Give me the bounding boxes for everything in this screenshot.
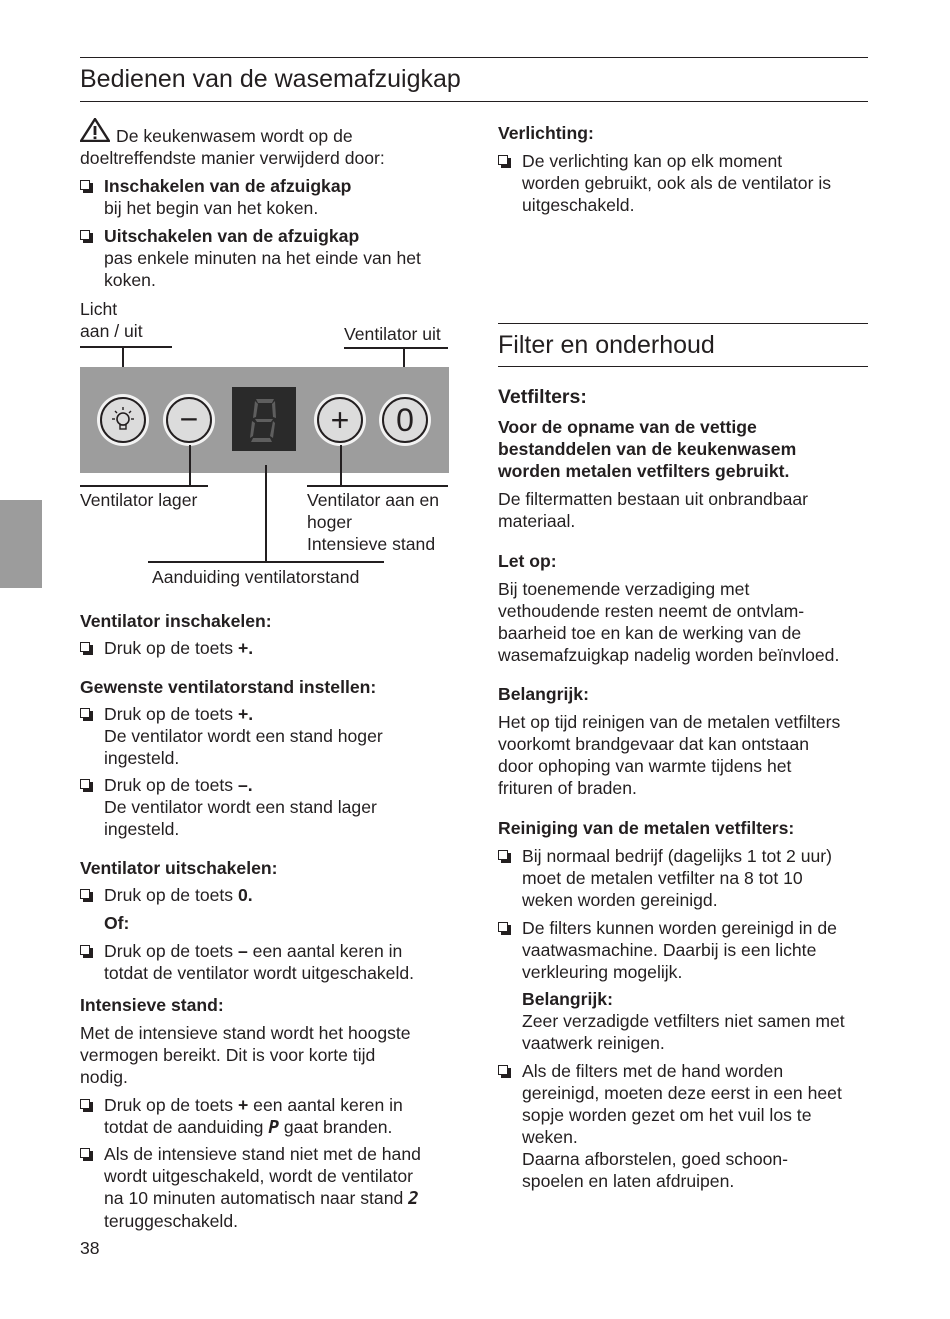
- note-heading: Belangrijk:: [522, 989, 613, 1009]
- item-text: na 10 minuten automatisch naar stand: [104, 1188, 409, 1208]
- item-text: Druk op de toets: [104, 885, 238, 905]
- item-text: een aantal keren in: [247, 941, 403, 961]
- paragraph-line: door ophoping van warmte tijdens het: [498, 756, 792, 776]
- header-bottom-rule: [80, 101, 868, 102]
- section-heading: Ventilator inschakelen:: [80, 611, 272, 631]
- list-item: [498, 150, 831, 216]
- checkbox-bullet-icon: [80, 708, 90, 718]
- label-light: Licht: [80, 299, 118, 319]
- list-item: [498, 845, 832, 911]
- section-heading: Belangrijk:: [498, 684, 589, 704]
- section-heading: Let op:: [498, 551, 557, 571]
- key-label: 0.: [237, 885, 253, 905]
- key-label: +: [237, 1095, 249, 1115]
- paragraph-line: Het op tijd reinigen van de metalen vetfilters: [498, 712, 841, 732]
- list-item: [498, 917, 837, 983]
- item-text: Druk op de toets: [104, 941, 238, 961]
- key-label: +.: [237, 638, 254, 658]
- label-fan-off: Ventilator uit: [344, 324, 441, 344]
- checkbox-bullet-icon: [80, 889, 90, 899]
- section-heading: Reiniging van de metalen vetfilters:: [498, 818, 795, 838]
- intro-line-1: De keukenwasem wordt op de: [116, 126, 353, 146]
- item-text: bij het begin van het koken.: [104, 198, 319, 218]
- item-text: uitgeschakeld.: [522, 195, 635, 215]
- item-text: worden gebruikt, ook als de ventilator is: [522, 173, 832, 193]
- checkbox-bullet-icon: [498, 850, 508, 860]
- item-text: koken.: [104, 270, 156, 290]
- fan-level-display: [232, 387, 296, 451]
- checkbox-bullet-icon: [80, 779, 90, 789]
- list-item: [80, 225, 421, 291]
- item-text: Druk op de toets: [104, 775, 238, 795]
- page-number: 38: [80, 1238, 100, 1258]
- checkbox-bullet-icon: [80, 1148, 90, 1158]
- item-text: Als de intensieve stand niet met de hand: [104, 1144, 421, 1164]
- leader-line: [148, 561, 384, 563]
- checkbox-bullet-icon: [80, 642, 90, 652]
- list-item: [80, 175, 351, 219]
- bold-line: Voor de opname van de vettige: [498, 417, 757, 437]
- page-title: Bedienen van de wasemafzuigkap: [80, 65, 461, 93]
- subsection-heading: Vetfilters:: [498, 386, 587, 408]
- item-text: De verlichting kan op elk moment: [522, 151, 783, 171]
- bold-line: worden metalen vetfilters gebruikt.: [498, 461, 790, 481]
- key-label: +.: [237, 704, 254, 724]
- list-item: [498, 1060, 842, 1192]
- paragraph-line: vermogen bereikt. Dit is voor korte tijd: [80, 1045, 376, 1065]
- item-text: Bij normaal bedrijf (dagelijks 1 tot 2 uur): [522, 846, 832, 866]
- item-text: Daarna afborstelen, goed schoon-: [522, 1149, 789, 1169]
- item-text: spoelen en laten afdruipen.: [522, 1171, 735, 1191]
- checkbox-bullet-icon: [498, 1065, 508, 1075]
- item-text: teruggeschakeld.: [104, 1211, 238, 1231]
- section-heading: Intensieve stand:: [80, 995, 224, 1015]
- lightbulb-icon: [102, 399, 144, 441]
- paragraph-line: materiaal.: [498, 511, 576, 531]
- paragraph-line: nodig.: [80, 1067, 128, 1087]
- light-button[interactable]: [100, 397, 146, 443]
- paragraph-line: baarheid toe en kan de werking van de: [498, 623, 802, 643]
- item-text: moet de metalen vetfilter na 8 tot 10: [522, 868, 803, 888]
- chapter-tab: [0, 500, 42, 588]
- label-fan-lower: Ventilator lager: [80, 490, 198, 510]
- of-label: Of:: [104, 913, 130, 933]
- item-text: een aantal keren in: [248, 1095, 403, 1115]
- section-title: Filter en onderhoud: [498, 331, 715, 359]
- item-text: De ventilator wordt een stand hoger: [104, 726, 383, 746]
- leader-line: [80, 485, 208, 487]
- item-text: De ventilator wordt een stand lager: [104, 797, 377, 817]
- list-item: [80, 1143, 421, 1232]
- item-text: ingesteld.: [104, 819, 180, 839]
- key-label: –: [237, 941, 248, 961]
- section-bottom-rule: [498, 366, 868, 367]
- item-text: gereinigd, moeten deze eerst in een heet: [522, 1083, 842, 1103]
- item-text: sopje worden gezet om het vuil los te: [522, 1105, 812, 1125]
- display-symbol-2: 2: [408, 1189, 419, 1209]
- paragraph-line: voorkomt brandgevaar dat kan ontstaan: [498, 734, 810, 754]
- fan-higher-button[interactable]: +: [317, 397, 363, 443]
- checkbox-bullet-icon: [80, 180, 90, 190]
- paragraph-line: Met de intensieve stand wordt het hoogste: [80, 1023, 411, 1043]
- item-bold: Uitschakelen van de afzuigkap: [104, 226, 360, 246]
- section-heading: Verlichting:: [498, 123, 594, 143]
- label-fan-higher-3: Intensieve stand: [307, 534, 436, 554]
- seven-segment-digit: [232, 387, 296, 451]
- section-heading: Gewenste ventilatorstand instellen:: [80, 677, 377, 697]
- paragraph-line: vethoudende resten neemt de ontvlam-: [498, 601, 805, 621]
- item-text: ingesteld.: [104, 748, 180, 768]
- section-heading: Ventilator uitschakelen:: [80, 858, 278, 878]
- display-symbol-p: P: [268, 1118, 279, 1138]
- list-item: [80, 774, 377, 840]
- paragraph-line: De filtermatten bestaan uit onbrandbaar: [498, 489, 809, 509]
- paragraph-line: frituren of braden.: [498, 778, 637, 798]
- item-text: Druk op de toets: [104, 1095, 238, 1115]
- list-item: [80, 1094, 403, 1139]
- paragraph-line: wasemafzuigkap nadelig worden beïnvloed.: [498, 645, 840, 665]
- checkbox-bullet-icon: [498, 922, 508, 932]
- label-light-2: aan / uit: [80, 321, 143, 341]
- list-item: [80, 940, 414, 984]
- key-label: –.: [237, 775, 253, 795]
- item-text: pas enkele minuten na het einde van het: [104, 248, 421, 268]
- paragraph-line: Zeer verzadigde vetfilters niet samen met: [522, 1011, 845, 1031]
- item-text: vaatwasmachine. Daarbij is een lichte: [522, 940, 817, 960]
- leader-line: [307, 485, 448, 487]
- item-text: wordt uitgeschakeld, wordt de ventilator: [104, 1166, 414, 1186]
- item-text: weken worden gereinigd.: [522, 890, 718, 910]
- checkbox-bullet-icon: [80, 1099, 90, 1109]
- item-bold: Inschakelen van de afzuigkap: [104, 176, 352, 196]
- checkbox-bullet-icon: [80, 945, 90, 955]
- fan-lower-button[interactable]: −: [166, 397, 212, 443]
- list-item: [80, 637, 253, 659]
- list-item: [80, 884, 253, 906]
- item-text: totdat de ventilator wordt uitgeschakeld.: [104, 963, 415, 983]
- leader-line: [80, 346, 172, 348]
- header-top-rule: [80, 57, 868, 58]
- label-fan-higher-2: hoger: [307, 512, 352, 532]
- item-text: verkleuring mogelijk.: [522, 962, 683, 982]
- fan-off-button[interactable]: 0: [382, 397, 428, 443]
- leader-line: [340, 445, 342, 486]
- paragraph-line: vaatwerk reinigen.: [522, 1033, 665, 1053]
- item-text: Als de filters met de hand worden: [522, 1061, 784, 1081]
- label-indicator: Aanduiding ventilatorstand: [152, 567, 360, 587]
- leader-line: [265, 465, 267, 562]
- warning-icon: [80, 118, 110, 142]
- item-text: totdat de aanduiding: [104, 1117, 269, 1137]
- item-text: gaat branden.: [278, 1117, 393, 1137]
- item-text: De filters kunnen worden gereinigd in de: [522, 918, 837, 938]
- checkbox-bullet-icon: [498, 155, 508, 165]
- paragraph-line: Bij toenemende verzadiging met: [498, 579, 750, 599]
- intro-line-2: doeltreffendste manier verwijderd door:: [80, 148, 385, 168]
- item-text: Druk op de toets: [104, 704, 238, 724]
- section-top-rule: [498, 323, 868, 324]
- leader-line: [344, 347, 448, 349]
- item-text: weken.: [522, 1127, 578, 1147]
- leader-line: [189, 445, 191, 486]
- label-fan-higher: Ventilator aan en: [307, 490, 440, 510]
- checkbox-bullet-icon: [80, 230, 90, 240]
- item-text: Druk op de toets: [104, 638, 238, 658]
- bold-line: bestanddelen van de keukenwasem: [498, 439, 797, 459]
- list-item: [80, 703, 383, 769]
